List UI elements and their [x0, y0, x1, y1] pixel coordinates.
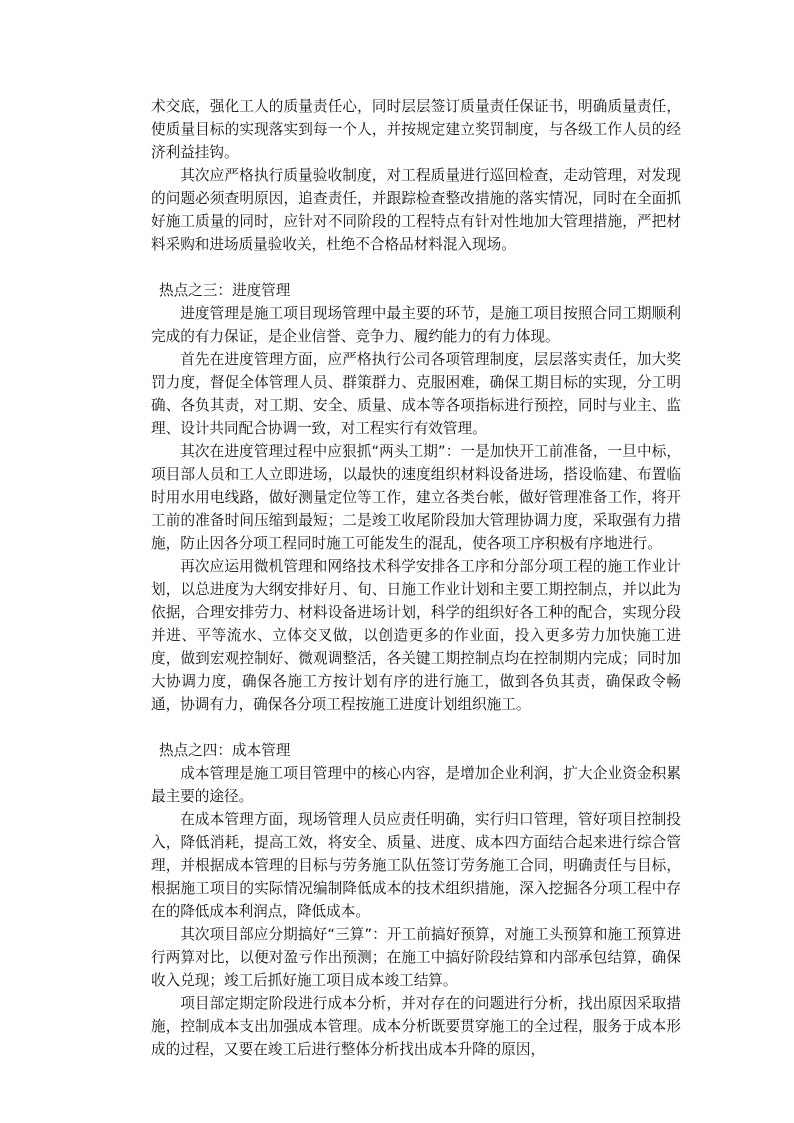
section-heading-progress: 热点之三：进度管理: [159, 282, 291, 299]
paragraph-progress-first: 首先在进度管理方面，应严格执行公司各项管理制度，层层落实责任，加大奖罚力度，督促全体管理人员、群策群力、克服困难，确保工期目标的实现，分工明确、各负其责，对工期、安全、质量、成本等各项指标进行预控，同时与业主、监理、设计共同配合协调一致，对工程实行有效管理。: [151, 351, 681, 437]
paragraph-cost-intro: 成本管理是施工项目管理中的核心内容，是增加企业利润，扩大企业资金积累最主要的途径。: [151, 765, 681, 805]
paragraph-cost-three-budgets: 其次项目部应分期搞好“三算”：开工前搞好预算，对施工头预算和施工预算进行两算对比，以便对盈亏作出预测；在施工中搞好阶段结算和内部承包结算，确保收入兑现；竣工后抓好施工项目成本竣工结算。: [151, 926, 681, 989]
paragraph-quality-acceptance: 其次应严格执行质量验收制度，对工程质量进行巡回检查，走动管理，对发现的问题必须查明原因，追查责任，并跟踪检查整改措施的落实情况，同时在全面抓好施工质量的同时，应针对不同阶段的工程特点有针对性地加大管理措施，严把材料采购和进场质量验收关，杜绝不合格品材料混入现场。: [151, 167, 681, 253]
paragraph-progress-intro: 进度管理是施工项目现场管理中最主要的环节，是施工项目按照合同工期顺利完成的有力保证，是企业信誉、竞争力、履约能力的有力体现。: [151, 305, 681, 345]
paragraph-cost-management: 在成本管理方面，现场管理人员应责任明确，实行归口管理，管好项目控制投入，降低消耗，提高工效，将安全、质量、进度、成本四方面结合起来进行综合管理，并根据成本管理的目标与劳务施工队伍签订劳务施工合同，明确责任与目标，根据施工项目的实际情况编制降低成本的技术组织措施，深入挖掘各分项工程中存在的降低成本利润点，降低成本。: [151, 811, 681, 920]
paragraph-cost-analysis: 项目部定期定阶段进行成本分析，并对存在的问题进行分析，找出原因采取措施，控制成本支出加强成本管理。成本分析既要贯穿施工的全过程，服务于成本形成的过程，又要在竣工后进行整体分析找出成本升降的原因，: [151, 995, 681, 1058]
paragraph-progress-third: 再次应运用微机管理和网络技术科学安排各工序和分部分项工程的施工作业计划，以总进度为大纲安排好月、旬、日施工作业计划和主要工期控制点，并以此为依据，合理安排劳力、材料设备进场计划，科学的组织好各工种的配合，实现分段并进、平等流水、立体交叉做，以创造更多的作业面，投入更多劳力加快施工进度，做到宏观控制好、微观调整活，各关键工期控制点均在控制期内完成；同时加大协调力度，确保各施工方按计划有序的进行施工，做到各负其责，确保政令畅通，协调有力，确保各分项工程按施工进度计划组织施工。: [151, 558, 681, 713]
paragraph-progress-second: 其次在进度管理过程中应狠抓“两头工期”：一是加快开工前准备，一旦中标，项目部人员和工人立即进场，以最快的速度组织材料设备进场，搭设临建、布置临时用水用电线路，做好测量定位等工作，建立各类台帐，做好管理准备工作，将开工前的准备时间压缩到最短；二是竣工收尾阶段加大管理协调力度，采取强有力措施，防止因各分项工程同时施工可能发生的混乱，使各项工序积极有序地进行。: [151, 443, 681, 552]
section-heading-cost: 热点之四：成本管理: [159, 742, 291, 759]
paragraph-quality-continued: 术交底，强化工人的质量责任心，同时层层签订质量责任保证书，明确质量责任，使质量目标的实现落实到每一个人，并按规定建立奖罚制度，与各级工作人员的经济利益挂钩。: [151, 98, 681, 161]
document-body: [151, 95, 681, 1061]
